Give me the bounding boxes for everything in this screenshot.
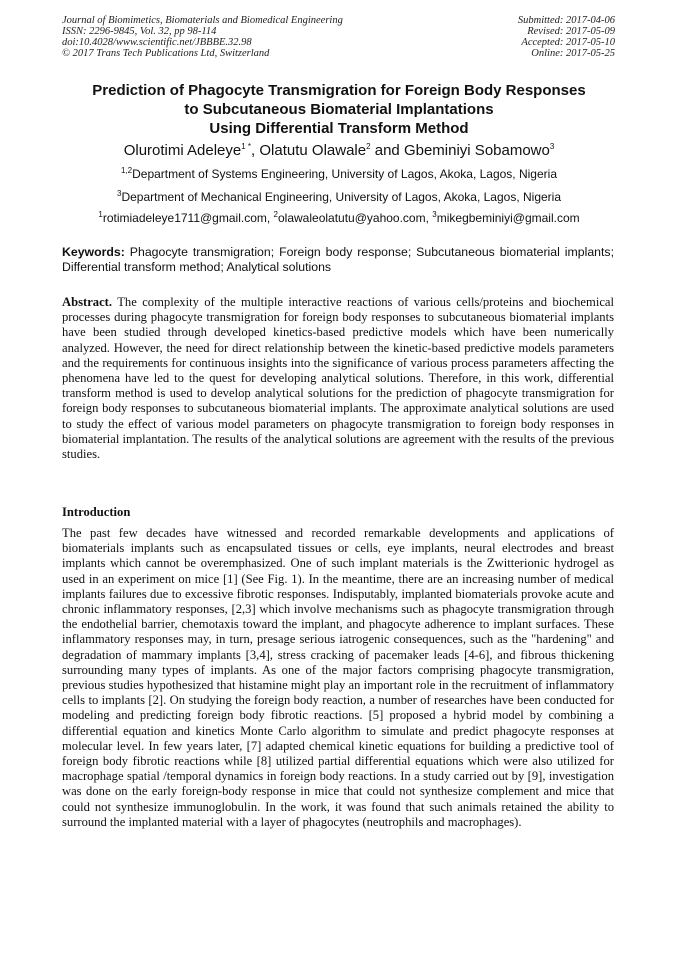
author-separator: , — [251, 142, 260, 159]
email-marker: 1 — [98, 210, 103, 219]
keywords-label: Keywords: — [62, 245, 125, 259]
abstract-paragraph — [62, 295, 614, 462]
affiliation — [40, 190, 638, 205]
title-line: Using Differential Transform Method — [209, 120, 469, 137]
journal-name: Journal of Biomimetics, Biomaterials and Biomedical Engineering — [62, 15, 343, 26]
email-list — [40, 211, 638, 226]
journal-issn: ISSN: 2296-9845, Vol. 32, pp 98-114 — [62, 26, 217, 37]
affiliation-marker: 1,2 — [120, 166, 133, 175]
author-affil-marker: 1 * — [241, 142, 252, 151]
accepted-date: Accepted: 2017-05-10 — [521, 37, 615, 48]
keywords-text: Phagocyte transmigration; Foreign body response; Subcutaneous biomaterial implants; Differential transform method; Analytical solutions — [62, 245, 614, 274]
journal-doi[interactable]: doi:10.4028/www.scientific.net/JBBBE.32.98 — [62, 37, 252, 48]
author-separator: and — [370, 142, 404, 159]
online-date: Online: 2017-05-25 — [531, 48, 615, 59]
author-name: Olurotimi Adeleye — [123, 142, 242, 159]
affiliation-marker: 3 — [116, 189, 122, 198]
email-link[interactable]: olawaleolatutu@yahoo.com — [278, 211, 426, 225]
journal-header — [62, 15, 343, 59]
keywords-block — [62, 245, 614, 275]
journal-copyright: © 2017 Trans Tech Publications Ltd, Switzerland — [62, 48, 270, 59]
affiliation — [40, 167, 638, 182]
affiliation-text: Department of Mechanical Engineering, University of Lagos, Akoka, Lagos, Nigeria — [121, 190, 562, 204]
abstract-label: Abstract. — [62, 295, 113, 309]
email-link[interactable]: mikegbeminiyi@gmail.com — [436, 211, 580, 225]
email-separator: , — [266, 211, 274, 225]
paper-title — [40, 81, 638, 138]
author-name: Olatutu Olawale — [259, 142, 367, 159]
email-link[interactable]: rotimiadeleye1711@gmail.com — [102, 211, 267, 225]
email-marker: 2 — [273, 210, 278, 219]
affiliation-text: Department of Systems Engineering, University of Lagos, Akoka, Lagos, Nigeria — [132, 167, 557, 181]
author-list — [40, 141, 638, 161]
email-marker: 3 — [432, 210, 437, 219]
introduction-paragraph: The past few decades have witnessed and recorded remarkable developments and applications of biomaterials implants such as encapsulated tissues or cells, eye implants, neural electrodes and breast implants which cannot be overemphasized. One of such implant materials is the Zwitterionic hydrogel as used in an experiment on mice [1] (See Fig. 1). In the meantime, there are an increasing number of medical implants failures due to excessive fibrotic responses. Indisputably, implanted biomaterials provoke acute and chronic inflammatory responses, [2,3] which involve mechanisms such as phagocyte transmigration through the endothelial barrier, chemotaxis toward the implant, and phagocyte adherence to implant surfaces. These inflammatory responses may, in turn, presage serious iatrogenic consequences, such as the "hardening" and degradation of mammary implants [3,4], stress cracking of pacemaker leads [4-6], and fibrous thickening surrounding many types of implants. As one of the major factors comprising phagocyte transmigration, previous studies hypothesized that histamine might play an important role in the recruitment of inflammatory cells to implants [2]. On studying the foreign body reaction, a number of researches have been conducted for modeling and predicting foreign body fibrotic reactions. [5] proposed a hybrid model by combining a differential equation and kinetics Monte Carlo algorithm to simulate and predict phagocyte responses at molecular level. In few years later, [7] adapted chemical kinetic equations for building a predictive tool of foreign body fibrotic reactions while [8] utilized partial differential equations which were also utilized for macrophage spatial /temporal dynamics in foreign body reactions. In a study carried out by [9], investigation was done on the early foreign-body response in mice that could not synthesize complement and mice that could not synthesize immunoglobulin. In the work, it was found that such animals retained the ability to surround the implanted material with a layer of phagocytes (neutrophils and macrophages). — [62, 526, 614, 829]
author-name: Gbeminiyi Sobamowo — [403, 142, 550, 159]
title-line: to Subcutaneous Biomaterial Implantations — [184, 101, 494, 118]
submitted-date: Submitted: 2017-04-06 — [517, 15, 615, 26]
author-affil-marker: 3 — [549, 142, 555, 151]
abstract-text: The complexity of the multiple interactive reactions of various cells/proteins and biochemical processes during phagocyte transmigration for foreign body responses to subcutaneous biomaterial implants have been studied through developed kinetics-based predictive models which have been numerically analyzed. However, the need for direct relationship between the kinetic-based predictive models parameters and the requirements for continuous insights into the significance of various process parameters affecting the phenomena have led to the quest for developing analytical solutions. Therefore, in this work, differential transform method is used to develop analytical solutions for the prediction of phagocyte transmigration for foreign body responses to subcutaneous biomaterial implants. The approximate analytical solutions are used to study the effect of various model parameters on phagocyte transmigration to foreign body responses in biomaterial implantation. The results of the analytical solutions are agreement with the results of the previous studies. — [62, 295, 614, 462]
email-separator: , — [425, 211, 433, 225]
submission-dates — [518, 15, 615, 59]
revised-date: Revised: 2017-05-09 — [527, 26, 615, 37]
author-affil-marker: 2 — [366, 142, 371, 151]
introduction-heading: Introduction — [62, 505, 131, 519]
title-line: Prediction of Phagocyte Transmigration for Foreign Body Responses — [92, 82, 586, 99]
